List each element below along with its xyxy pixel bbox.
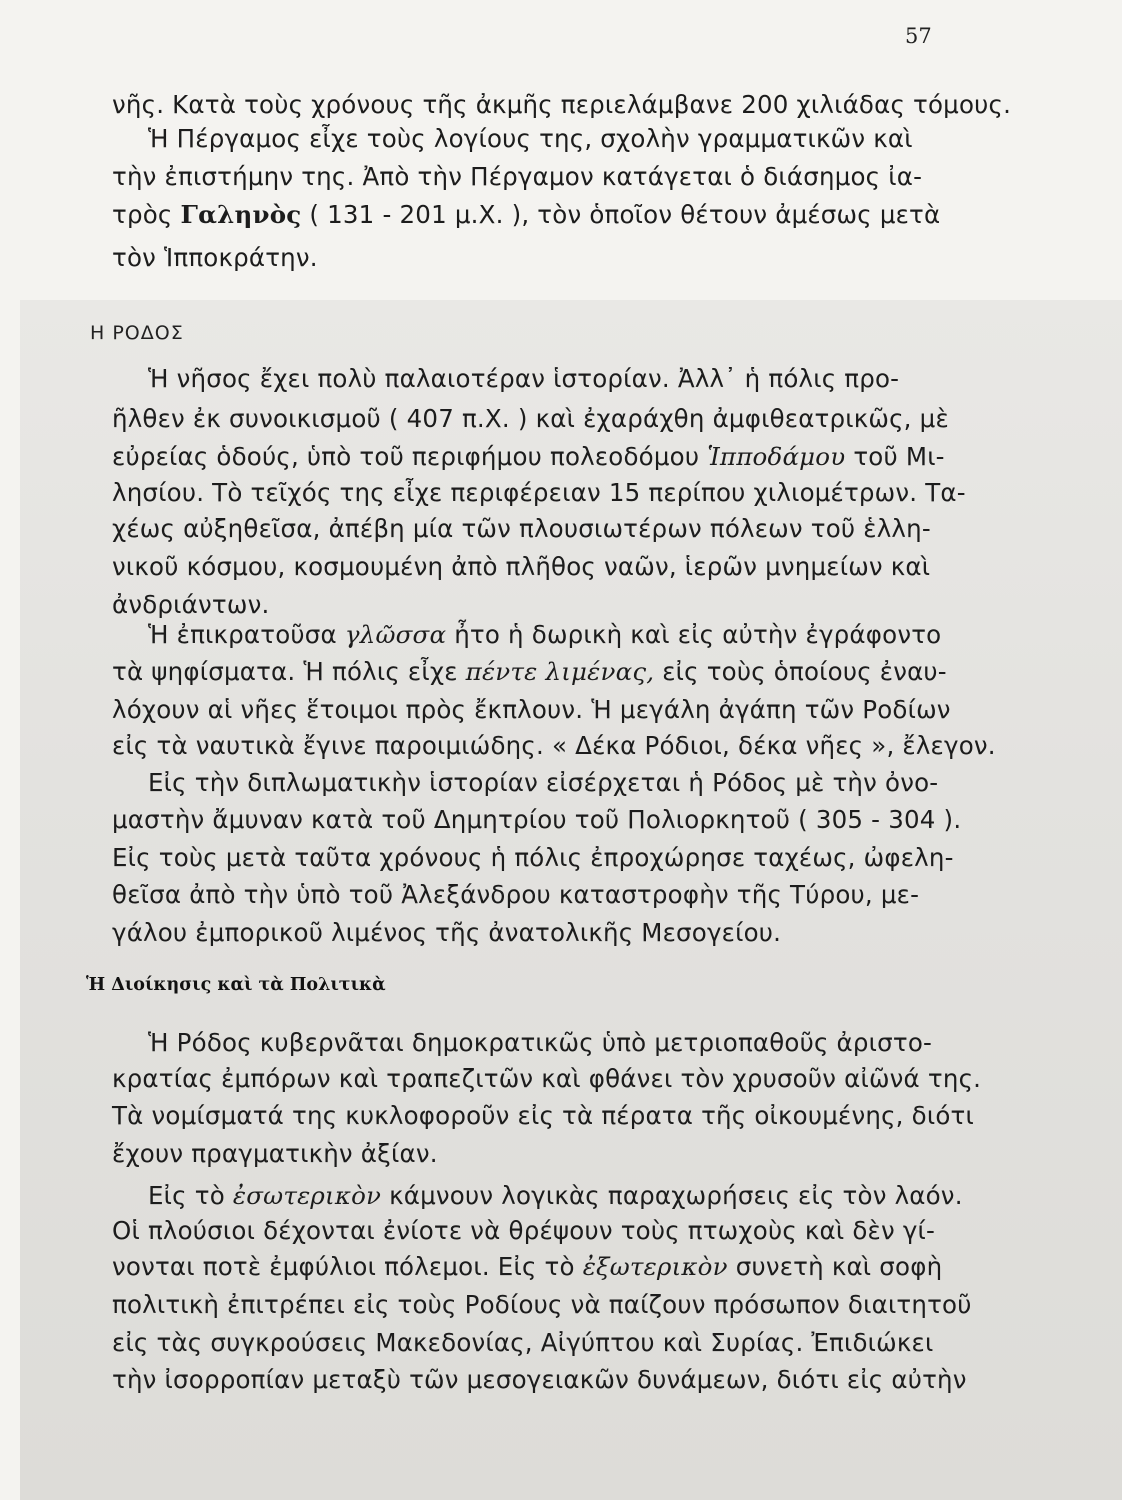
text-run: τρὸς — [112, 200, 181, 229]
page-number: 57 — [905, 24, 932, 48]
text-line: Εἰς τοὺς μετὰ ταῦτα χρόνους ἡ πόλις ἐπροχώρησε ταχέως, ὠφελη- — [112, 843, 954, 872]
italic-term: ἐξωτερικὸν — [582, 1252, 728, 1281]
text-line: πολιτικὴ ἐπιτρέπει εἰς τοὺς Ροδίους νὰ παίζουν πρόσωπον διαιτητοῦ — [112, 1290, 972, 1319]
text-line: εἰς τὰς συγκρούσεις Μακεδονίας, Αἰγύπτου καὶ Συρίας. Ἐπιδιώκει — [112, 1328, 934, 1357]
text-line: γάλου ἐμπορικοῦ λιμένος τῆς ἀνατολικῆς Μεσογείου. — [112, 918, 782, 947]
text-line: νικοῦ κόσμου, κοσμουμένη ἀπὸ πλῆθος ναῶν, ἱερῶν μνημείων καὶ — [112, 552, 931, 581]
text-line: Ἡ Ρόδος κυβερνᾶται δημοκρατικῶς ὑπὸ μετριοπαθοῦς ἀριστο- — [148, 1028, 933, 1057]
italic-term: πέντε λιμένας, — [465, 657, 655, 686]
text-line — [148, 620, 941, 650]
text-run: ( 131 - 201 μ.Χ. ), τὸν ὁποῖον θέτουν ἀμέσως μετὰ — [301, 200, 941, 229]
italic-term: ἐσωτερικὸν — [232, 1181, 382, 1210]
italic-term: Ἱπποδάμου — [707, 442, 846, 471]
text-run: ἦτο ἡ δωρικὴ καὶ εἰς αὐτὴν ἐγράφοντο — [446, 620, 942, 649]
text-line: Εἰς τὴν διπλωματικὴν ἱστορίαν εἰσέρχεται ἡ Ρόδος μὲ τὴν ὀνο- — [148, 768, 939, 797]
text-run: κάμνουν λογικὰς παραχωρήσεις εἰς τὸν λαόν. — [381, 1181, 963, 1210]
text-line: τὴν ἰσορροπίαν μεταξὺ τῶν μεσογειακῶν δυνάμεων, διότι εἰς αὐτὴν — [112, 1365, 967, 1394]
text-line — [148, 1181, 963, 1211]
text-line: τὴν ἐπιστήμην της. Ἀπὸ τὴν Πέργαμον κατάγεται ὁ διάσημος ἰα- — [112, 162, 923, 191]
text-line: μαστὴν ἄμυναν κατὰ τοῦ Δημητρίου τοῦ Πολιορκητοῦ ( 305 - 304 ). — [112, 805, 962, 834]
text-line: θεῖσα ἀπὸ τὴν ὑπὸ τοῦ Ἀλεξάνδρου καταστροφὴν τῆς Τύρου, με- — [112, 880, 920, 909]
text-run: συνετὴ καὶ σοφὴ — [727, 1252, 943, 1281]
text-line: χέως αὐξηθεῖσα, ἀπέβη μία τῶν πλουσιωτέρων πόλεων τοῦ ἑλλη- — [112, 514, 931, 543]
text-line: νῆς. Κατὰ τοὺς χρόνους τῆς ἀκμῆς περιελάμβανε 200 χιλιάδας τόμους. — [112, 90, 1012, 119]
text-line: Ἡ Πέργαμος εἶχε τοὺς λογίους της, σχολὴν γραμματικῶν καὶ — [148, 124, 913, 153]
text-run: εὐρείας ὁδούς, ὑπὸ τοῦ περιφήμου πολεοδόμου — [112, 442, 708, 471]
text-run: Ἡ ἐπικρατοῦσα — [148, 620, 345, 649]
text-line — [112, 657, 947, 687]
text-line: κρατίας ἐμπόρων καὶ τραπεζιτῶν καὶ φθάνει τὸν χρυσοῦν αἰῶνά της. — [112, 1064, 982, 1093]
text-line: εἰς τὰ ναυτικὰ ἔγινε παροιμιώδης. « Δέκα Ρόδιοι, δέκα νῆες », ἔλεγον. — [112, 731, 996, 760]
text-line: τὸν Ἱπποκράτην. — [112, 243, 318, 272]
text-run: Εἰς τὸ — [148, 1181, 233, 1210]
text-line — [112, 442, 945, 472]
text-line: Ἡ νῆσος ἔχει πολὺ παλαιοτέραν ἱστορίαν. Ἀλλ᾿ ἡ πόλις προ- — [148, 364, 900, 393]
text-line: Τὰ νομίσματά της κυκλοφοροῦν εἰς τὰ πέρατα τῆς οἰκουμένης, διότι — [112, 1101, 974, 1130]
text-run: νονται ποτὲ ἐμφύλιοι πόλεμοι. Εἰς τὸ — [112, 1252, 583, 1281]
text-line: ἔχουν πραγματικὴν ἀξίαν. — [112, 1139, 438, 1168]
text-run: εἰς τοὺς ὁποίους ἐναυ- — [654, 657, 947, 686]
text-run: τὰ ψηφίσματα. Ἡ πόλις εἶχε — [112, 657, 466, 686]
text-line — [112, 1252, 942, 1282]
section-heading: Η ΡΟΔΟΣ — [90, 322, 184, 344]
text-run: τοῦ Μι- — [845, 442, 945, 471]
bold-name-galen: Γαληνὸς — [180, 200, 302, 229]
text-line: λησίου. Τὸ τεῖχός της εἶχε περιφέρειαν 15 περίπου χιλιομέτρων. Τα- — [112, 478, 966, 507]
text-line: ῆλθεν ἐκ συνοικισμοῦ ( 407 π.Χ. ) καὶ ἐχαράχθη ἀμφιθεατρικῶς, μὲ — [112, 404, 949, 433]
text-line — [112, 200, 940, 230]
text-line: ἀνδριάντων. — [112, 590, 270, 619]
text-line: λόχουν αἱ νῆες ἕτοιμοι πρὸς ἔκπλουν. Ἡ μεγάλη ἀγάπη τῶν Ροδίων — [112, 695, 951, 724]
italic-term: γλῶσσα — [344, 620, 447, 649]
text-line: Οἱ πλούσιοι δέχονται ἐνίοτε νὰ θρέψουν τοὺς πτωχοὺς καὶ δὲν γί- — [112, 1216, 936, 1245]
subsection-heading: Ἡ Διοίκησις καὶ τὰ Πολιτικὰ — [86, 975, 386, 995]
